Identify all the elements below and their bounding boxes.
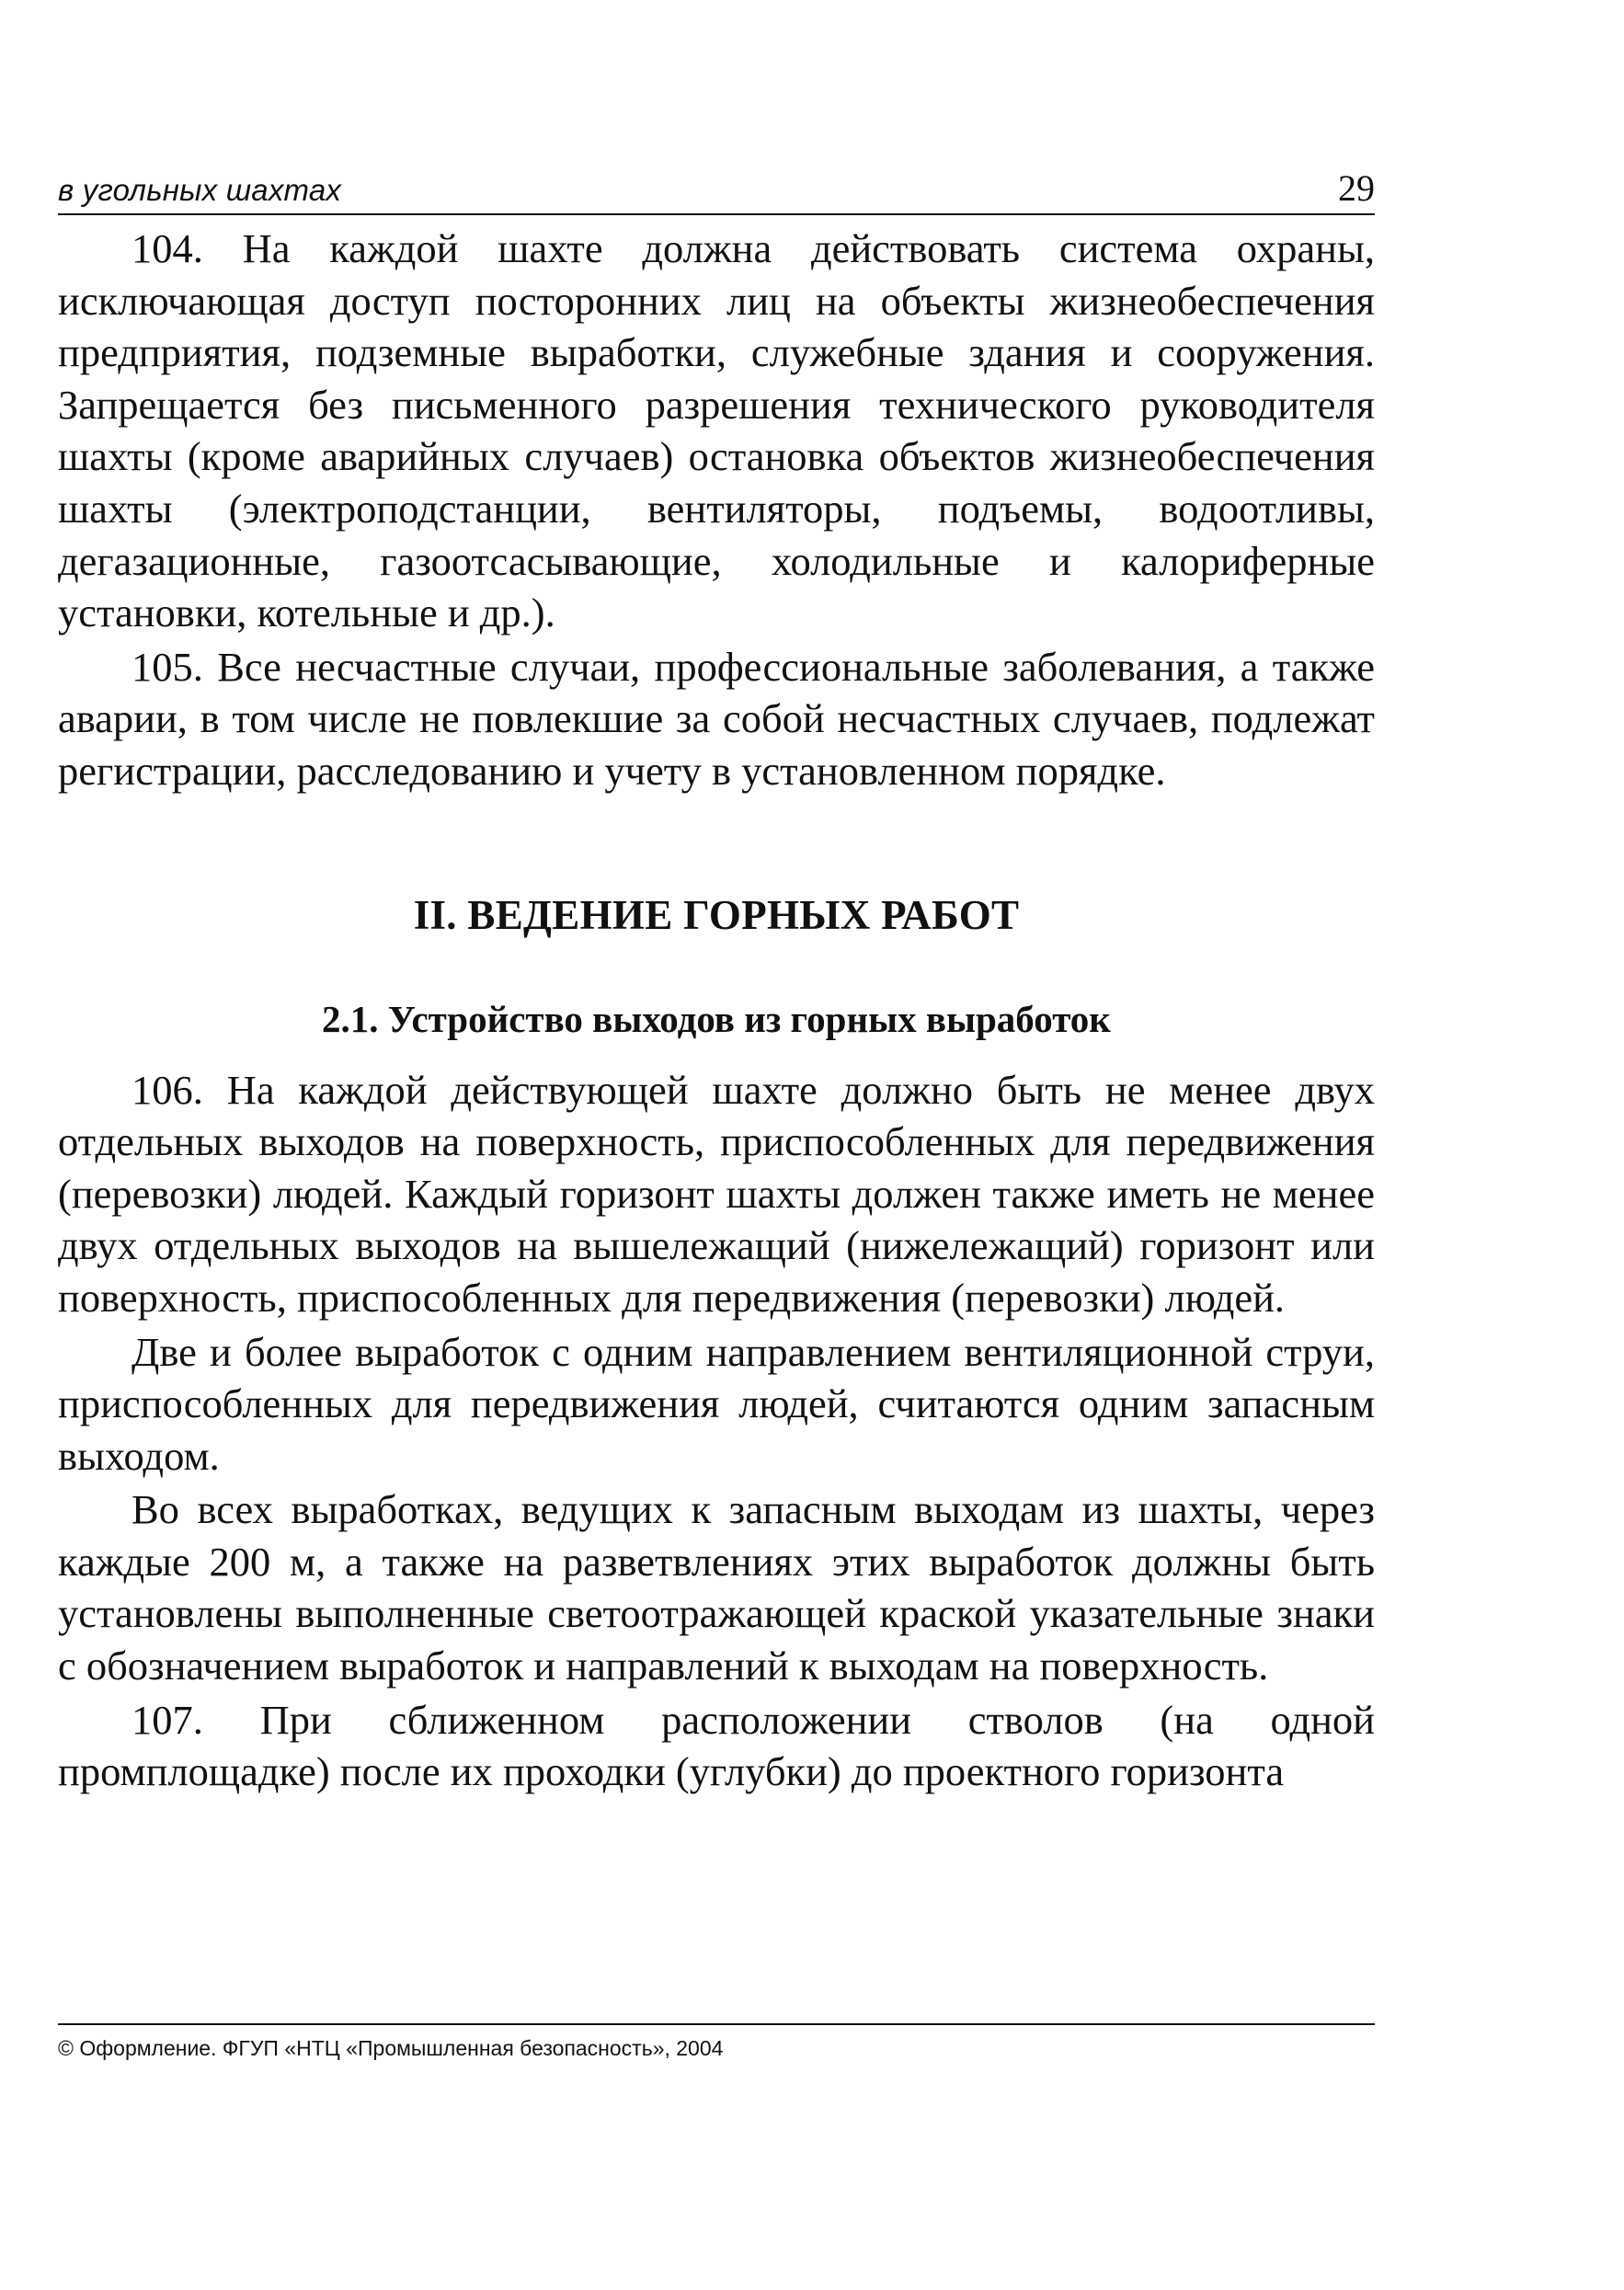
paragraph-105: 105. Все несчастные случаи, профессиональные заболевания, а также аварии, в том числе не повлекшие за собой несчастных случаев, подлежат регистрации, расследованию и учету в установленном порядке. (58, 643, 1375, 794)
paragraph-107: 107. При сближенном расположении стволов (на одной промплощадке) после их проходки (углубки) до проектного горизонта (58, 1696, 1375, 1795)
subsection-title: 2.1. Устройство выходов из горных выработок (322, 997, 1111, 1040)
paragraph-106-second: Две и более выработок с одним направлением вентиляционной струи, приспособленных для передвижения людей, считаются одним запасным выходом. (58, 1328, 1375, 1479)
page-number: 29 (1338, 167, 1375, 209)
running-header (58, 162, 1375, 215)
section-title: II. ВЕДЕНИЕ ГОРНЫХ РАБОТ (413, 891, 1020, 938)
paragraph-106-third: Во всех выработках, ведущих к запасным выходам из шахты, через каждые 200 м, а также на разветвлениях этих выработок должны быть установлены выполненные светоотражающей краской указательные знаки с обозначением выработок и направлений к выходам на поверхность. (58, 1486, 1375, 1689)
body-text (58, 223, 1375, 1798)
footer-divider (58, 2023, 1375, 2025)
running-title: в угольных шахтах (58, 173, 342, 207)
paragraph-106: 106. На каждой действующей шахте должно быть не менее двух отдельных выходов на поверхность, приспособленных для передвижения (перевозки) людей. Каждый горизонт шахты должен также иметь не менее двух отдельных выходов на вышележащий (нижележащий) горизонт или поверхность, приспособленных для передвижения (перевозки) людей. (58, 1066, 1375, 1321)
footer-copyright: © Оформление. ФГУП «НТЦ «Промышленная безопасность», 2004 (58, 2036, 724, 2060)
paragraph-104: 104. На каждой шахте должна действовать система охраны, исключающая доступ посторонних лиц на объекты жизнеобеспечения предприятия, подземные выработки, служебные здания и сооружения. Запрещается без письменного разрешения технического руководителя шахты (кроме аварийных случаев) остановка объектов жизнеобеспечения шахты (электроподстанции, вентиляторы, подъемы, водоотливы, дегазационные, газоотсасывающие, холодильные и калориферные установки, котельные и др.). (58, 225, 1375, 636)
